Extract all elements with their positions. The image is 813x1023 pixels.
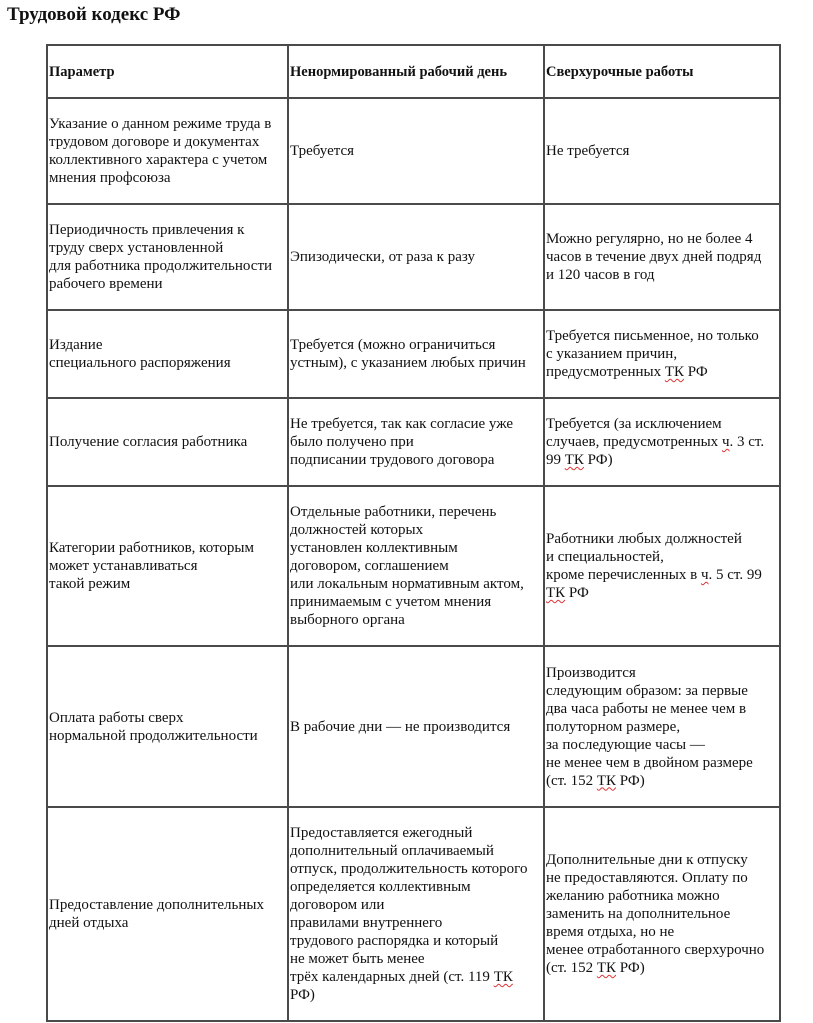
cell-text-line: не менее чем в двойном размере bbox=[546, 754, 753, 771]
cell-text-line: кроме перечисленных в ч. 5 ст. 99 bbox=[546, 567, 762, 583]
cell-text-line: Предоставление дополнительных bbox=[49, 897, 264, 913]
cell-text-line: должностей которых bbox=[290, 522, 424, 538]
cell-text-line: Периодичность привлечения к bbox=[49, 222, 245, 238]
cell-text-line: труду сверх установленной bbox=[49, 240, 224, 256]
table-header-row bbox=[47, 45, 780, 98]
spellcheck-flag: ч bbox=[700, 567, 709, 583]
cell-irregular-day bbox=[288, 646, 544, 807]
cell-text-line: Получение согласия работника bbox=[49, 434, 248, 450]
spellcheck-flag: ТК bbox=[596, 772, 617, 789]
cell-text-line: 99 ТК РФ) bbox=[546, 452, 613, 468]
cell-text-line: принимаемым с учетом мнения bbox=[290, 594, 492, 610]
cell-text-line: договором или bbox=[290, 897, 385, 913]
cell-text-line: два часа работы не менее чем в bbox=[546, 700, 747, 717]
table-row bbox=[47, 310, 780, 398]
header-parameter: Параметр bbox=[47, 45, 288, 98]
cell-text-line: трудового распорядка и который bbox=[290, 933, 499, 949]
cell-text-line: было получено при bbox=[290, 434, 414, 450]
cell-overtime bbox=[544, 486, 780, 646]
cell-text-line: Производится bbox=[546, 664, 636, 681]
cell-text-line: дополнительный оплачиваемый bbox=[290, 843, 494, 859]
cell-text-line: Можно регулярно, но не более 4 bbox=[546, 231, 753, 247]
cell-text-line: трёх календарных дней (ст. 119 ТК bbox=[290, 969, 513, 985]
cell-text-line: время отдыха, но не bbox=[546, 924, 675, 940]
cell-text-line: менее отработанного сверхурочно bbox=[546, 942, 765, 958]
cell-parameter bbox=[47, 310, 288, 398]
cell-text-line: подписании трудового договора bbox=[290, 452, 495, 468]
cell-irregular-day bbox=[288, 204, 544, 310]
cell-text-line: не может быть менее bbox=[290, 951, 425, 967]
cell-text-line: ТК РФ bbox=[546, 585, 589, 601]
cell-text-line: (ст. 152 ТК РФ) bbox=[546, 960, 645, 976]
cell-text-line: Требуется (можно ограничиться bbox=[290, 337, 496, 353]
header-overtime: Сверхурочные работы bbox=[544, 45, 780, 98]
cell-text-line: Работники любых должностей bbox=[546, 531, 742, 547]
cell-text-line: не предоставляются. Оплату по bbox=[546, 870, 748, 886]
cell-text-line: Не требуется, так как согласие уже bbox=[290, 416, 514, 432]
cell-text-line: и 120 часов в год bbox=[546, 267, 655, 283]
comparison-table bbox=[46, 44, 781, 1022]
cell-text-line: (ст. 152 ТК РФ) bbox=[546, 772, 645, 789]
spellcheck-flag: ТК bbox=[564, 452, 584, 468]
cell-text-line: для работника продолжительности bbox=[49, 258, 273, 274]
cell-text-line: Предоставляется ежегодный bbox=[290, 825, 473, 841]
table-row bbox=[47, 204, 780, 310]
cell-text-line: В рабочие дни — не производится bbox=[290, 718, 511, 735]
cell-text-line: правилами внутреннего bbox=[290, 915, 443, 931]
cell-text-line: полуторном размере, bbox=[546, 718, 681, 735]
cell-text-line: случаев, предусмотренных ч. 3 ст. bbox=[546, 434, 765, 450]
page-title: Трудовой кодекс РФ bbox=[7, 4, 181, 25]
cell-text-line: предусмотренных ТК РФ bbox=[546, 364, 708, 380]
cell-text-line: коллективного характера с учетом bbox=[49, 152, 268, 168]
cell-text-line: Категории работников, которым bbox=[49, 540, 254, 556]
cell-text-line: специального распоряжения bbox=[49, 355, 231, 371]
cell-text-line: мнения профсоюза bbox=[49, 170, 171, 186]
cell-text-line: Издание bbox=[49, 337, 103, 353]
cell-parameter bbox=[47, 486, 288, 646]
cell-parameter bbox=[47, 398, 288, 486]
cell-irregular-day bbox=[288, 398, 544, 486]
cell-text-line: Не требуется bbox=[546, 143, 630, 159]
spellcheck-flag: ТК bbox=[546, 585, 566, 601]
cell-text-line: установлен коллективным bbox=[290, 540, 458, 556]
cell-text-line: и специальностей, bbox=[546, 549, 664, 565]
cell-parameter bbox=[47, 204, 288, 310]
cell-text-line: Требуется (за исключением bbox=[546, 416, 722, 432]
cell-text-line: может устанавливаться bbox=[49, 558, 198, 574]
cell-text-line: рабочего времени bbox=[49, 276, 163, 292]
cell-text-line: Требуется bbox=[290, 143, 355, 159]
cell-text-line: трудовом договоре и документах bbox=[49, 134, 260, 150]
cell-irregular-day bbox=[288, 98, 544, 204]
cell-text-line: дней отдыха bbox=[49, 915, 129, 931]
header-irregular-day: Ненормированный рабочий день bbox=[288, 45, 544, 98]
cell-text-line: Дополнительные дни к отпуску bbox=[546, 852, 748, 868]
cell-text-line: желанию работника можно bbox=[546, 888, 720, 904]
cell-irregular-day bbox=[288, 310, 544, 398]
table-row bbox=[47, 398, 780, 486]
cell-text-line: Отдельные работники, перечень bbox=[290, 504, 497, 520]
cell-text-line: с указанием причин, bbox=[546, 346, 678, 362]
table-row bbox=[47, 646, 780, 807]
cell-irregular-day bbox=[288, 486, 544, 646]
cell-text-line: Указание о данном режиме труда в bbox=[49, 116, 272, 132]
cell-text-line: следующим образом: за первые bbox=[546, 682, 748, 699]
cell-text-line: РФ) bbox=[290, 987, 315, 1003]
cell-text-line: заменить на дополнительное bbox=[546, 906, 731, 922]
cell-irregular-day bbox=[288, 807, 544, 1021]
cell-text-line: такой режим bbox=[49, 576, 131, 592]
cell-overtime bbox=[544, 807, 780, 1021]
cell-text-line: устным), с указанием любых причин bbox=[290, 355, 526, 371]
table-row bbox=[47, 98, 780, 204]
cell-text-line: нормальной продолжительности bbox=[49, 727, 258, 744]
table-row bbox=[47, 486, 780, 646]
cell-text-line: выборного органа bbox=[290, 612, 405, 628]
spellcheck-flag: ТК bbox=[493, 969, 513, 985]
cell-text-line: часов в течение двух дней подряд bbox=[546, 249, 762, 265]
cell-text-line: договором, соглашением bbox=[290, 558, 449, 574]
table-row bbox=[47, 807, 780, 1021]
cell-text-line: определяется коллективным bbox=[290, 879, 471, 895]
spellcheck-flag: ч bbox=[721, 434, 730, 450]
cell-overtime bbox=[544, 310, 780, 398]
cell-overtime bbox=[544, 646, 780, 807]
spellcheck-flag: ТК bbox=[664, 364, 685, 380]
cell-text-line: отпуск, продолжительность которого bbox=[290, 861, 528, 877]
cell-overtime bbox=[544, 398, 780, 486]
cell-text-line: Требуется письменное, но только bbox=[546, 328, 759, 344]
cell-overtime bbox=[544, 204, 780, 310]
cell-parameter bbox=[47, 646, 288, 807]
cell-text-line: Эпизодически, от раза к разу bbox=[290, 249, 475, 265]
cell-parameter bbox=[47, 807, 288, 1021]
cell-parameter bbox=[47, 98, 288, 204]
cell-text-line: Оплата работы сверх bbox=[49, 709, 184, 726]
cell-text-line: или локальным нормативным актом, bbox=[290, 576, 524, 592]
cell-overtime bbox=[544, 98, 780, 204]
cell-text-line: за последующие часы — bbox=[546, 736, 705, 753]
spellcheck-flag: ТК bbox=[596, 960, 617, 976]
